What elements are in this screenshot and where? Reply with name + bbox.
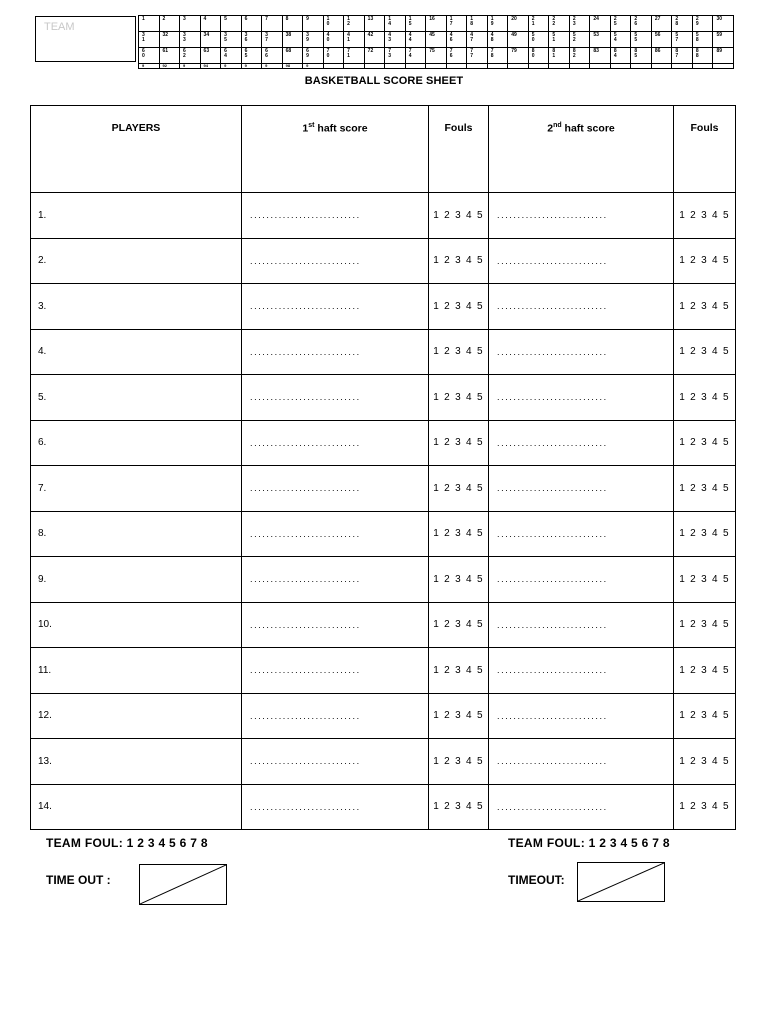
- score-grid-cell[interactable]: [610, 63, 631, 68]
- second-half-score-cell[interactable]: ...........................: [489, 602, 674, 648]
- score-grid-cell[interactable]: 8 0: [528, 47, 549, 63]
- score-grid-cell[interactable]: [713, 63, 734, 68]
- fouls-first-half-cell[interactable]: 1 2 3 4 5: [429, 739, 489, 785]
- score-grid-cell[interactable]: 75: [426, 47, 447, 63]
- second-half-ordinal-suffix: nd: [553, 122, 562, 129]
- first-half-score-cell[interactable]: ...........................: [242, 238, 429, 284]
- score-grid-cell[interactable]: [487, 63, 508, 68]
- table-row: [31, 693, 736, 739]
- table-row: [31, 193, 736, 239]
- player-name-cell[interactable]: 14.: [31, 784, 242, 830]
- score-grid-cell[interactable]: [405, 63, 426, 68]
- score-grid-cell[interactable]: 9: [303, 16, 324, 32]
- second-half-header-text: haft score: [561, 122, 615, 135]
- table-row: [31, 284, 736, 330]
- second-half-ordinal: 2: [547, 122, 554, 135]
- score-grid-row: [139, 63, 734, 68]
- player-name-cell[interactable]: 10.: [31, 602, 242, 648]
- fouls-first-half-cell[interactable]: 1 2 3 4 5: [429, 511, 489, 557]
- timeout-label-left: TIME OUT :: [46, 873, 111, 887]
- score-grid-cell[interactable]: 9: [303, 63, 324, 68]
- first-half-score-cell[interactable]: ...........................: [242, 602, 429, 648]
- score-grid-cell[interactable]: 4 3: [385, 31, 406, 47]
- score-grid-cell[interactable]: 42: [364, 31, 385, 47]
- second-half-score-header: [489, 106, 674, 193]
- players-score-table: [30, 105, 736, 830]
- score-grid-cell[interactable]: 63: [200, 47, 221, 63]
- second-half-score-cell[interactable]: ...........................: [489, 784, 674, 830]
- score-grid-cell[interactable]: 16: [426, 16, 447, 32]
- table-row: [31, 238, 736, 284]
- score-grid-row: [139, 47, 734, 63]
- first-half-score-header: [242, 106, 429, 193]
- player-name-cell[interactable]: 5.: [31, 375, 242, 421]
- score-grid-cell[interactable]: [549, 63, 570, 68]
- score-grid-cell[interactable]: 5 2: [569, 31, 590, 47]
- score-grid-cell[interactable]: 8 7: [672, 47, 693, 63]
- first-half-score-cell[interactable]: ...........................: [242, 739, 429, 785]
- score-grid-cell[interactable]: 4 7: [467, 31, 488, 47]
- score-grid-cell[interactable]: 3 9: [303, 31, 324, 47]
- first-half-score-cell[interactable]: ...........................: [242, 375, 429, 421]
- score-grid-cell[interactable]: 7 7: [467, 47, 488, 63]
- score-grid-cell[interactable]: 7 4: [405, 47, 426, 63]
- fouls-second-half-cell[interactable]: 1 2 3 4 5: [674, 739, 736, 785]
- score-grid-cell[interactable]: 72: [364, 47, 385, 63]
- score-grid-cell[interactable]: 61: [159, 47, 180, 63]
- fouls-first-half-cell[interactable]: 1 2 3 4 5: [429, 648, 489, 694]
- score-grid-cell[interactable]: 27: [651, 16, 672, 32]
- fouls-first-half-cell[interactable]: 1 2 3 4 5: [429, 193, 489, 239]
- fouls-second-half-cell[interactable]: 1 2 3 4 5: [674, 693, 736, 739]
- score-grid-cell[interactable]: 1 7: [446, 16, 467, 32]
- first-half-score-cell[interactable]: ...........................: [242, 648, 429, 694]
- second-half-score-cell[interactable]: ...........................: [489, 511, 674, 557]
- table-row: [31, 420, 736, 466]
- fouls-first-half-header: Fouls: [429, 106, 489, 193]
- fouls-first-half-cell[interactable]: 1 2 3 4 5: [429, 693, 489, 739]
- score-grid-cell[interactable]: 1 0: [323, 16, 344, 32]
- fouls-first-half-cell[interactable]: 1 2 3 4 5: [429, 284, 489, 330]
- second-half-score-cell[interactable]: ...........................: [489, 375, 674, 421]
- score-grid-cell[interactable]: [508, 63, 529, 68]
- score-grid-cell[interactable]: [569, 63, 590, 68]
- score-grid-cell[interactable]: [692, 63, 713, 68]
- score-grid-cell[interactable]: [385, 63, 406, 68]
- score-grid-cell[interactable]: 2 6: [631, 16, 652, 32]
- player-name-cell[interactable]: 13.: [31, 739, 242, 785]
- timeout-box-left[interactable]: [139, 864, 227, 905]
- score-grid-cell[interactable]: 5 7: [672, 31, 693, 47]
- player-name-cell[interactable]: 3.: [31, 284, 242, 330]
- player-name-cell[interactable]: 12.: [31, 693, 242, 739]
- score-grid-row: [139, 16, 734, 32]
- score-grid-cell[interactable]: 1: [139, 16, 160, 32]
- score-grid-cell[interactable]: [364, 63, 385, 68]
- fouls-second-half-cell[interactable]: 1 2 3 4 5: [674, 784, 736, 830]
- score-grid-cell[interactable]: 7 6: [446, 47, 467, 63]
- fouls-first-half-cell[interactable]: 1 2 3 4 5: [429, 466, 489, 512]
- score-grid-cell[interactable]: 32: [159, 31, 180, 47]
- score-grid-cell[interactable]: 9: [139, 63, 160, 68]
- score-grid-cell[interactable]: 8 1: [549, 47, 570, 63]
- score-grid-cell[interactable]: 56: [651, 31, 672, 47]
- score-grid-cell[interactable]: [467, 63, 488, 68]
- fouls-second-half-cell[interactable]: 1 2 3 4 5: [674, 375, 736, 421]
- score-grid-cell[interactable]: 7 1: [344, 47, 365, 63]
- score-grid-cell[interactable]: 9: [221, 63, 242, 68]
- first-half-score-cell[interactable]: ...........................: [242, 557, 429, 603]
- fouls-second-half-cell[interactable]: 1 2 3 4 5: [674, 602, 736, 648]
- score-grid-cell[interactable]: 4 8: [487, 31, 508, 47]
- score-grid-cell[interactable]: 6 9: [303, 47, 324, 63]
- score-grid-cell[interactable]: 1 8: [467, 16, 488, 32]
- score-grid-cell[interactable]: 8 4: [610, 47, 631, 63]
- score-grid-cell[interactable]: 38: [282, 31, 303, 47]
- fouls-second-half-cell[interactable]: 1 2 3 4 5: [674, 511, 736, 557]
- second-half-score-cell[interactable]: ...........................: [489, 238, 674, 284]
- player-name-cell[interactable]: 9.: [31, 557, 242, 603]
- team-foul-right: TEAM FOUL: 1 2 3 4 5 6 7 8: [508, 836, 670, 850]
- score-grid-cell[interactable]: [426, 63, 447, 68]
- player-name-cell[interactable]: 2.: [31, 238, 242, 284]
- score-grid-cell[interactable]: [590, 63, 611, 68]
- score-grid-cell[interactable]: 53: [590, 31, 611, 47]
- table-row: [31, 784, 736, 830]
- second-half-score-cell[interactable]: ...........................: [489, 739, 674, 785]
- fouls-first-half-cell[interactable]: 1 2 3 4 5: [429, 375, 489, 421]
- score-grid-cell[interactable]: 3 6: [241, 31, 262, 47]
- second-half-score-cell[interactable]: ...........................: [489, 466, 674, 512]
- table-row: [31, 557, 736, 603]
- first-half-score-cell[interactable]: ...........................: [242, 511, 429, 557]
- score-grid-cell[interactable]: 6 2: [180, 47, 201, 63]
- score-grid-row: [139, 31, 734, 47]
- score-grid-cell[interactable]: 8 8: [692, 47, 713, 63]
- second-half-score-cell[interactable]: ...........................: [489, 420, 674, 466]
- first-half-ordinal-suffix: st: [308, 122, 315, 129]
- score-grid-cell[interactable]: 2 1: [528, 16, 549, 32]
- score-grid-cell[interactable]: 9: [180, 63, 201, 68]
- score-grid-cell[interactable]: 83: [590, 47, 611, 63]
- table-row: [31, 329, 736, 375]
- score-grid-cell[interactable]: 9: [262, 63, 283, 68]
- score-grid-cell[interactable]: 5 1: [549, 31, 570, 47]
- table-row: [31, 466, 736, 512]
- player-name-cell[interactable]: 1.: [31, 193, 242, 239]
- fouls-second-half-cell[interactable]: 1 2 3 4 5: [674, 193, 736, 239]
- score-grid-cell[interactable]: 3 7: [262, 31, 283, 47]
- score-grid-cell[interactable]: 1 5: [405, 16, 426, 32]
- running-score-grid: [138, 15, 734, 69]
- score-grid-cell[interactable]: 6 0: [139, 47, 160, 63]
- score-grid-cell[interactable]: 92: [159, 63, 180, 68]
- score-grid-cell[interactable]: 7: [262, 16, 283, 32]
- player-name-cell[interactable]: 8.: [31, 511, 242, 557]
- score-grid-cell[interactable]: 6: [241, 16, 262, 32]
- player-name-cell[interactable]: 6.: [31, 420, 242, 466]
- score-grid-cell[interactable]: 59: [713, 31, 734, 47]
- timeout-box-right[interactable]: [577, 862, 665, 902]
- score-grid-cell[interactable]: 6 4: [221, 47, 242, 63]
- first-half-score-cell[interactable]: ...........................: [242, 466, 429, 512]
- score-grid-cell[interactable]: 5 4: [610, 31, 631, 47]
- score-grid-cell[interactable]: 2 8: [672, 16, 693, 32]
- team-foul-left: TEAM FOUL: 1 2 3 4 5 6 7 8: [46, 836, 208, 850]
- fouls-second-half-cell[interactable]: 1 2 3 4 5: [674, 238, 736, 284]
- score-grid-cell[interactable]: 7 3: [385, 47, 406, 63]
- first-half-score-cell[interactable]: ...........................: [242, 784, 429, 830]
- timeout-slash-left: [140, 865, 226, 904]
- score-grid-cell[interactable]: 34: [200, 31, 221, 47]
- score-grid-cell[interactable]: [631, 63, 652, 68]
- score-grid-cell[interactable]: 45: [426, 31, 447, 47]
- table-row: [31, 648, 736, 694]
- timeout-slash-right: [578, 863, 664, 901]
- score-grid-cell[interactable]: 5: [221, 16, 242, 32]
- fouls-first-half-cell[interactable]: 1 2 3 4 5: [429, 420, 489, 466]
- second-half-score-cell[interactable]: ...........................: [489, 284, 674, 330]
- first-half-header-text: haft score: [314, 122, 368, 135]
- second-half-score-cell[interactable]: ...........................: [489, 648, 674, 694]
- table-row: [31, 602, 736, 648]
- fouls-second-half-header: Fouls: [674, 106, 736, 193]
- score-grid-cell[interactable]: 8 5: [631, 47, 652, 63]
- timeout-label-right: TIMEOUT:: [508, 873, 565, 887]
- score-grid-cell[interactable]: 49: [508, 31, 529, 47]
- score-grid-cell[interactable]: 5 8: [692, 31, 713, 47]
- score-grid-cell[interactable]: 4 6: [446, 31, 467, 47]
- score-grid-cell[interactable]: 3 5: [221, 31, 242, 47]
- first-half-ordinal: 1: [302, 122, 309, 135]
- score-grid-cell[interactable]: 2 9: [692, 16, 713, 32]
- first-half-score-cell[interactable]: ...........................: [242, 329, 429, 375]
- score-grid-cell[interactable]: 9: [241, 63, 262, 68]
- score-grid-cell[interactable]: 3 1: [139, 31, 160, 47]
- fouls-second-half-cell[interactable]: 1 2 3 4 5: [674, 466, 736, 512]
- fouls-second-half-cell[interactable]: 1 2 3 4 5: [674, 284, 736, 330]
- table-header-row: [31, 106, 736, 193]
- second-half-score-cell[interactable]: ...........................: [489, 693, 674, 739]
- score-grid-cell[interactable]: 89: [713, 47, 734, 63]
- players-header: PLAYERS: [31, 106, 242, 193]
- score-grid-cell[interactable]: 5 0: [528, 31, 549, 47]
- second-half-score-cell[interactable]: ...........................: [489, 193, 674, 239]
- second-half-score-cell[interactable]: ...........................: [489, 329, 674, 375]
- score-grid-cell[interactable]: 4 4: [405, 31, 426, 47]
- fouls-first-half-cell[interactable]: 1 2 3 4 5: [429, 784, 489, 830]
- first-half-score-cell[interactable]: ...........................: [242, 284, 429, 330]
- player-name-cell[interactable]: 7.: [31, 466, 242, 512]
- score-grid-cell[interactable]: 98: [282, 63, 303, 68]
- player-name-cell[interactable]: 4.: [31, 329, 242, 375]
- score-grid-cell[interactable]: 2 5: [610, 16, 631, 32]
- score-grid-cell[interactable]: [344, 63, 365, 68]
- score-grid-cell[interactable]: [323, 63, 344, 68]
- score-grid-cell[interactable]: 13: [364, 16, 385, 32]
- score-grid-cell[interactable]: 79: [508, 47, 529, 63]
- score-grid-cell[interactable]: [528, 63, 549, 68]
- score-grid-cell[interactable]: [672, 63, 693, 68]
- score-grid-cell[interactable]: 1 9: [487, 16, 508, 32]
- score-grid-cell[interactable]: 5 5: [631, 31, 652, 47]
- score-grid-cell[interactable]: 8 2: [569, 47, 590, 63]
- first-half-score-cell[interactable]: ...........................: [242, 420, 429, 466]
- table-row: [31, 511, 736, 557]
- score-grid-cell[interactable]: 7 0: [323, 47, 344, 63]
- score-grid-cell[interactable]: 30: [713, 16, 734, 32]
- score-grid-cell[interactable]: 3 3: [180, 31, 201, 47]
- score-grid-cell[interactable]: 1 4: [385, 16, 406, 32]
- fouls-second-half-cell[interactable]: 1 2 3 4 5: [674, 557, 736, 603]
- fouls-second-half-cell[interactable]: 1 2 3 4 5: [674, 420, 736, 466]
- score-grid-cell[interactable]: 2 2: [549, 16, 570, 32]
- first-half-score-cell[interactable]: ...........................: [242, 693, 429, 739]
- score-grid-cell[interactable]: 2: [159, 16, 180, 32]
- table-row: [31, 739, 736, 785]
- table-row: [31, 375, 736, 421]
- score-grid-cell[interactable]: 68: [282, 47, 303, 63]
- fouls-first-half-cell[interactable]: 1 2 3 4 5: [429, 329, 489, 375]
- score-grid-cell[interactable]: 4 1: [344, 31, 365, 47]
- team-name-box[interactable]: [35, 16, 136, 62]
- fouls-first-half-cell[interactable]: 1 2 3 4 5: [429, 602, 489, 648]
- fouls-first-half-cell[interactable]: 1 2 3 4 5: [429, 557, 489, 603]
- score-grid-cell[interactable]: 94: [200, 63, 221, 68]
- score-grid-cell[interactable]: 7 8: [487, 47, 508, 63]
- score-grid-cell[interactable]: 3: [180, 16, 201, 32]
- sheet-title: BASKETBALL SCORE SHEET: [304, 75, 464, 87]
- first-half-score-cell[interactable]: ...........................: [242, 193, 429, 239]
- score-grid-cell[interactable]: 8: [282, 16, 303, 32]
- player-name-cell[interactable]: 11.: [31, 648, 242, 694]
- score-grid-cell[interactable]: 20: [508, 16, 529, 32]
- score-grid-cell[interactable]: 4 0: [323, 31, 344, 47]
- second-half-score-cell[interactable]: ...........................: [489, 557, 674, 603]
- fouls-second-half-cell[interactable]: 1 2 3 4 5: [674, 329, 736, 375]
- score-grid-cell[interactable]: [446, 63, 467, 68]
- score-grid-cell[interactable]: 4: [200, 16, 221, 32]
- score-grid-cell[interactable]: 6 6: [262, 47, 283, 63]
- score-grid-cell[interactable]: [651, 63, 672, 68]
- fouls-first-half-cell[interactable]: 1 2 3 4 5: [429, 238, 489, 284]
- score-grid-cell[interactable]: 6 5: [241, 47, 262, 63]
- score-grid-cell[interactable]: 86: [651, 47, 672, 63]
- score-grid-cell[interactable]: 2 3: [569, 16, 590, 32]
- fouls-second-half-cell[interactable]: 1 2 3 4 5: [674, 648, 736, 694]
- team-label: TEAM: [44, 21, 75, 33]
- score-grid-cell[interactable]: 1 2: [344, 16, 365, 32]
- score-grid-cell[interactable]: 24: [590, 16, 611, 32]
